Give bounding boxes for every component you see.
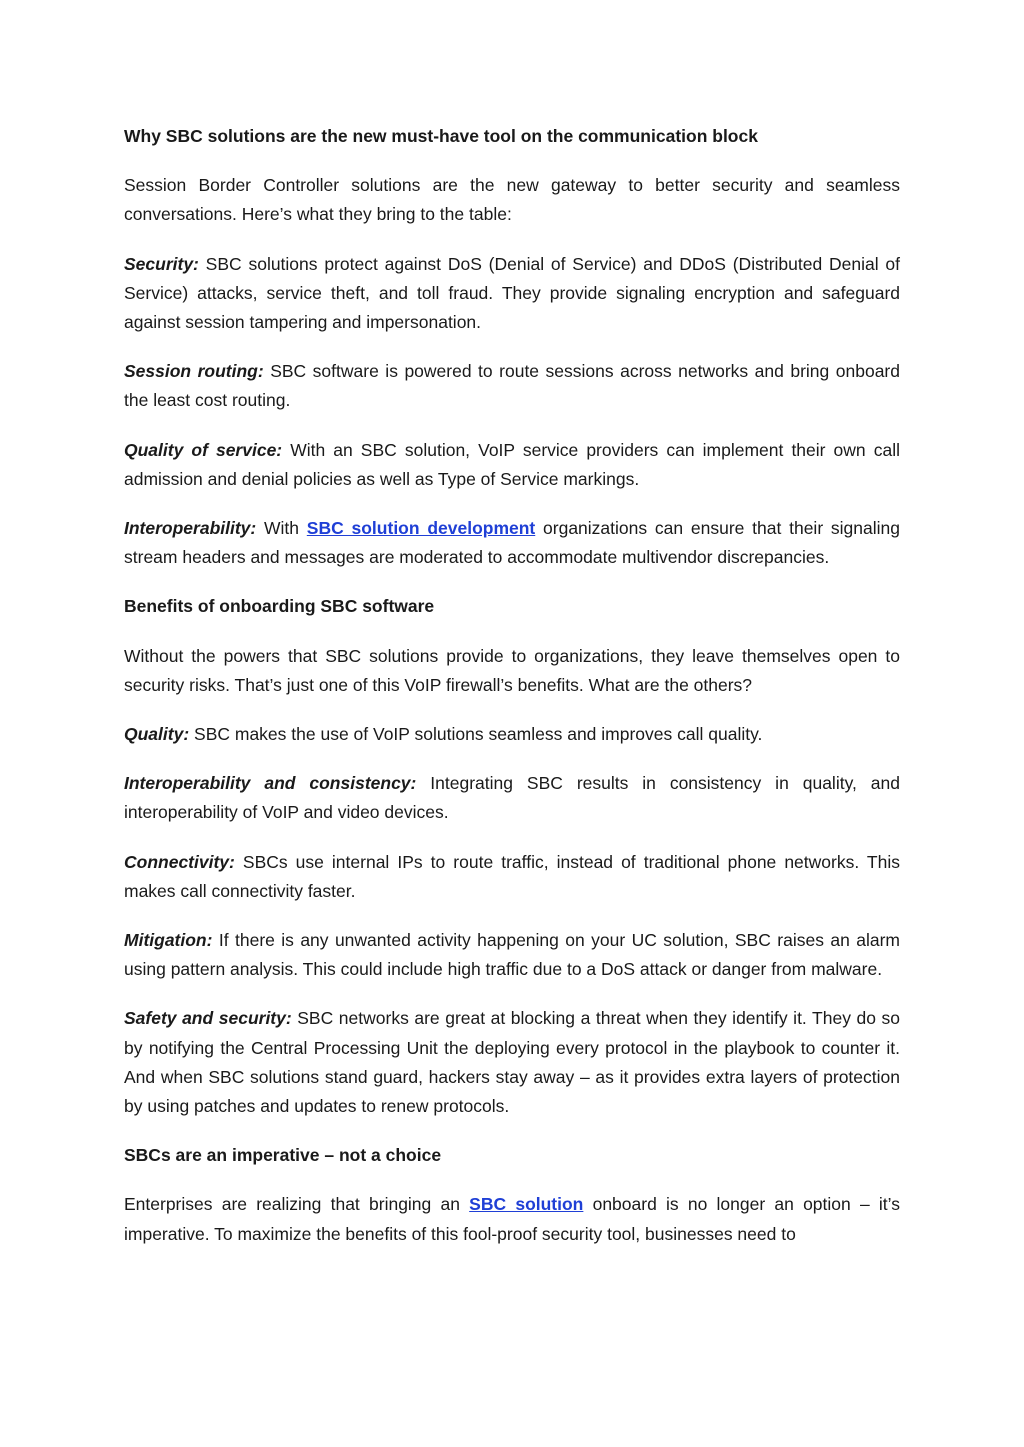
benefits-heading: Benefits of onboarding SBC software bbox=[124, 596, 435, 617]
feature-term: Interoperability: bbox=[124, 518, 257, 539]
feature-quality-of-service bbox=[124, 436, 900, 494]
benefit-term: Interoperability and consistency: bbox=[124, 773, 417, 794]
closing-text: Enterprises are realizing that bringing an bbox=[124, 1194, 470, 1215]
benefit-text: SBC makes the use of VoIP solutions seamless and improves call quality. bbox=[189, 724, 763, 745]
document-title: Why SBC solutions are the new must-have tool on the communication block bbox=[124, 126, 758, 146]
feature-term: Session routing: bbox=[124, 361, 264, 382]
feature-interoperability bbox=[124, 514, 900, 572]
benefits-intro-paragraph: Without the powers that SBC solutions provide to organizations, they leave themselves open to security risks. That’s just one of this VoIP firewall’s benefits. What are the others? bbox=[124, 645, 900, 695]
benefit-text: If there is any unwanted activity happening on your UC solution, SBC raises an alarm using pattern analysis. This could include high traffic due to a DoS attack or danger from malware. bbox=[124, 930, 900, 980]
benefit-term: Connectivity: bbox=[124, 851, 235, 872]
feature-text: With bbox=[256, 518, 307, 539]
feature-text: With an SBC solution, VoIP service providers can implement their own call admission and denial policies as well as Type of Service markings. bbox=[124, 439, 900, 489]
benefit-safety-security bbox=[124, 1004, 900, 1121]
benefit-quality bbox=[124, 720, 900, 749]
benefit-mitigation bbox=[124, 926, 900, 984]
feature-session-routing bbox=[124, 357, 900, 415]
benefit-text: Integrating SBC results in consistency in quality, and interoperability of VoIP and video devices. bbox=[124, 773, 900, 823]
feature-term: Quality of service: bbox=[124, 439, 283, 460]
feature-term: Security: bbox=[124, 253, 199, 274]
intro-paragraph: Session Border Controller solutions are the new gateway to better security and seamless conversations. Here’s what they bring to the table: bbox=[124, 175, 900, 225]
document-page bbox=[124, 122, 900, 1269]
benefit-interoperability-consistency bbox=[124, 769, 900, 827]
benefit-term: Mitigation: bbox=[124, 930, 213, 951]
benefit-connectivity bbox=[124, 848, 900, 906]
sbc-solution-link[interactable]: SBC solution bbox=[469, 1194, 584, 1215]
closing-text: onboard is no longer an option – it’s imperative. To maximize the benefits of this fool-proof security tool, businesses need to bbox=[124, 1194, 900, 1244]
benefit-text: SBCs use internal IPs to route traffic, instead of traditional phone networks. This makes call connectivity faster. bbox=[124, 851, 900, 901]
feature-text: SBC software is powered to route sessions across networks and bring onboard the least cost routing. bbox=[124, 361, 900, 411]
closing-paragraph bbox=[124, 1190, 900, 1248]
benefit-term: Quality: bbox=[124, 724, 190, 745]
imperative-heading: SBCs are an imperative – not a choice bbox=[124, 1145, 442, 1166]
feature-text: organizations can ensure that their signaling stream headers and messages are moderated to accommodate multivendor discrepancies. bbox=[124, 518, 900, 568]
benefit-text: SBC networks are great at blocking a threat when they identify it. They do so by notifying the Central Processing Unit the deploying every protocol in the playbook to counter it. And when SBC solutions stand guard, hackers stay away – as it provides extra layers of protection by using patches and updates to renew protocols. bbox=[124, 1008, 900, 1117]
feature-text: SBC solutions protect against DoS (Denial of Service) and DDoS (Distributed Denial of Service) attacks, service theft, and toll fraud. They provide signaling encryption and safeguard against session tampering and impersonation. bbox=[124, 253, 900, 333]
benefit-term: Safety and security: bbox=[124, 1008, 292, 1029]
sbc-solution-development-link[interactable]: SBC solution development bbox=[306, 518, 536, 539]
feature-security bbox=[124, 250, 900, 338]
